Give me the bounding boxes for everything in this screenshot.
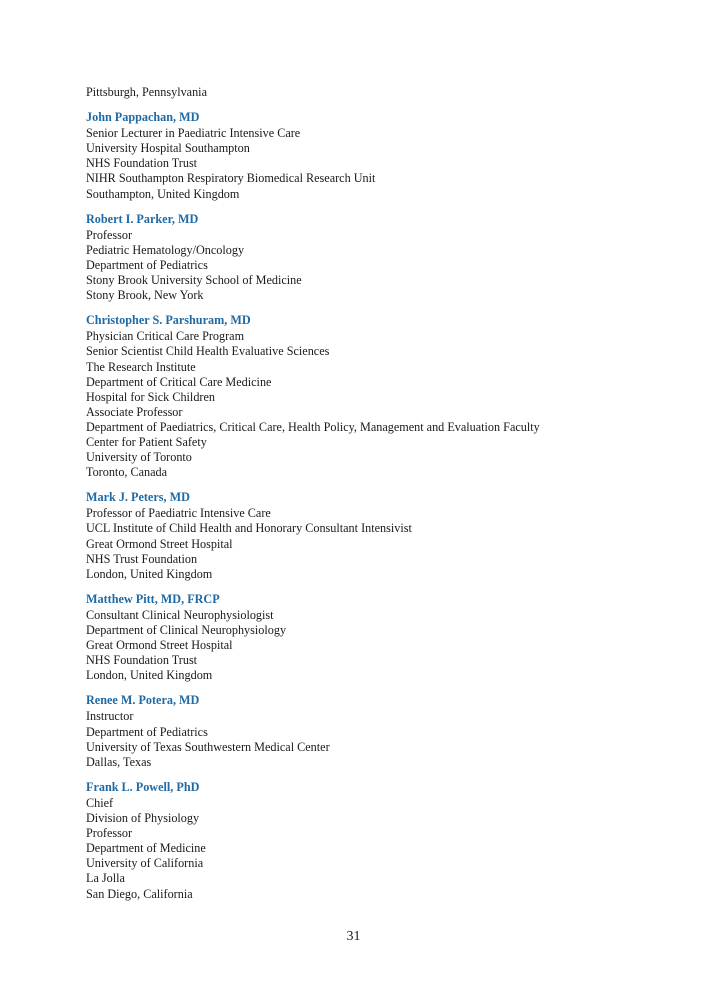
affiliation-line: NHS Foundation Trust <box>86 156 198 171</box>
page-number: 31 <box>346 929 361 944</box>
affiliation-line: Pittsburgh, Pennsylvania <box>86 85 207 99</box>
affiliation-line: Department of Pediatrics <box>86 724 208 739</box>
affiliation-line: The Research Institute <box>86 359 196 374</box>
contributor-name: Robert I. Parker, MD <box>86 211 199 226</box>
affiliation-line: Great Ormond Street Hospital <box>86 638 233 653</box>
contributor-entry <box>86 490 646 582</box>
affiliation-line: San Diego, California <box>86 886 193 901</box>
contributor-name: Renee M. Potera, MD <box>86 693 200 708</box>
affiliation-line: Professor of Paediatric Intensive Care <box>86 506 271 521</box>
affiliation-line: University of Toronto <box>86 450 192 465</box>
affiliation-line: Physician Critical Care Program <box>86 329 245 344</box>
affiliation-line: Great Ormond Street Hospital <box>86 536 233 551</box>
affiliation-line: Dallas, Texas <box>86 754 152 769</box>
affiliation-line: Department of Critical Care Medicine <box>86 374 272 389</box>
contributor-name: Matthew Pitt, MD, FRCP <box>86 591 220 606</box>
affiliation-line: Senior Scientist Child Health Evaluative Sciences <box>86 344 330 359</box>
affiliation-line: Center for Patient Safety <box>86 434 207 449</box>
document-page <box>86 85 646 912</box>
affiliation-line: Instructor <box>86 709 134 724</box>
contributor-list <box>86 110 646 902</box>
affiliation-line: NHS Foundation Trust <box>86 653 198 668</box>
affiliation-line: NIHR Southampton Respiratory Biomedical Research Unit <box>86 171 376 186</box>
affiliation-line: NHS Trust Foundation <box>86 551 198 566</box>
affiliation-line: Toronto, Canada <box>86 465 168 480</box>
affiliation-line: University Hospital Southampton <box>86 141 250 156</box>
contributor-entry <box>86 780 646 902</box>
affiliation-line: University of California <box>86 856 204 871</box>
affiliation-line: Department of Clinical Neurophysiology <box>86 623 287 637</box>
contributor-entry <box>86 592 646 684</box>
affiliation-line: Department of Paediatrics, Critical Care, Health Policy, Management and Evaluation Faculty <box>86 419 540 434</box>
affiliation-line: Department of Medicine <box>86 841 206 856</box>
affiliation-line: Consultant Clinical Neurophysiologist <box>86 607 274 622</box>
affiliation-line: London, United Kingdom <box>86 566 213 581</box>
affiliation-line: Professor <box>86 826 133 841</box>
contributor-name: Mark J. Peters, MD <box>86 490 190 505</box>
affiliation-line: Southampton, United Kingdom <box>86 186 240 201</box>
affiliation-line: London, United Kingdom <box>86 668 213 683</box>
contributor-entry <box>86 110 646 202</box>
affiliation-line: Division of Physiology <box>86 811 200 826</box>
contributor-entry <box>86 313 646 480</box>
affiliation-line: Associate Professor <box>86 404 183 419</box>
affiliation-line: Hospital for Sick Children <box>86 389 215 404</box>
affiliation-line: Stony Brook, New York <box>86 288 204 303</box>
contributor-name: Christopher S. Parshuram, MD <box>86 313 251 328</box>
contributor-name: Frank L. Powell, PhD <box>86 779 200 794</box>
affiliation-line: Professor <box>86 227 133 242</box>
affiliation-line: La Jolla <box>86 871 125 886</box>
affiliation-line: Senior Lecturer in Paediatric Intensive Care <box>86 126 301 141</box>
affiliation-line: UCL Institute of Child Health and Honorary Consultant Intensivist <box>86 521 412 536</box>
contributor-name: John Pappachan, MD <box>86 110 200 125</box>
affiliation-line: Chief <box>86 795 114 810</box>
continued-affiliation <box>86 85 646 100</box>
affiliation-line: Pediatric Hematology/Oncology <box>86 242 245 257</box>
contributor-entry <box>86 212 646 304</box>
contributor-entry <box>86 693 646 769</box>
affiliation-line: Department of Pediatrics <box>86 257 208 272</box>
affiliation-line: University of Texas Southwestern Medical Center <box>86 739 330 754</box>
affiliation-line: Stony Brook University School of Medicine <box>86 273 302 288</box>
